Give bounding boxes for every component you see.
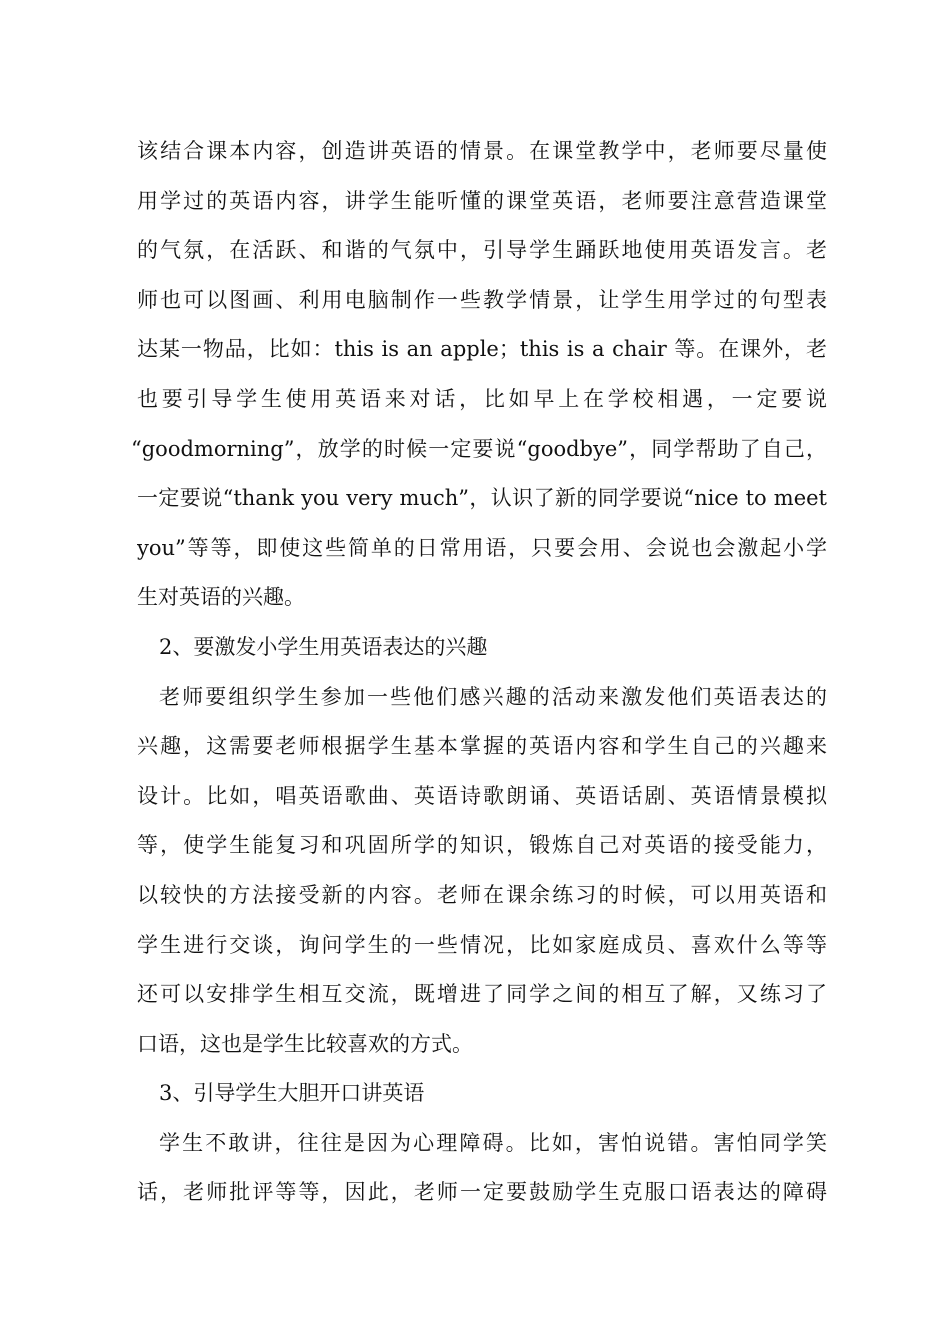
text-line: 达某一物品，比如：this is an apple；this is a chair 等。在课外，老 xyxy=(137,337,827,362)
text-line: 也要引导学生使用英语来对话，比如早上在学校相遇，一定要说 xyxy=(137,386,827,411)
text-line: you”等等，即使这些简单的日常用语，只要会用、会说也会激起小学 xyxy=(137,535,827,560)
text-line: 老师要组织学生参加一些他们感兴趣的活动来激发他们英语表达的 xyxy=(159,684,827,709)
text-line: 口语，这也是学生比较喜欢的方式。 xyxy=(137,1031,473,1056)
section-heading: 3、引导学生大胆开口讲英语 xyxy=(159,1081,425,1106)
text-line: 一定要说“thank you very much”，认识了新的同学要说“nice to meet xyxy=(137,486,827,511)
text-line: 学生不敢讲，往往是因为心理障碍。比如，害怕说错。害怕同学笑 xyxy=(159,1130,827,1155)
text-line: 设计。比如，唱英语歌曲、英语诗歌朗诵、英语话剧、英语情景模拟 xyxy=(137,783,827,808)
text-line: 该结合课本内容，创造讲英语的情景。在课堂教学中，老师要尽量使 xyxy=(137,139,827,163)
text-line: 兴趣，这需要老师根据学生基本掌握的英语内容和学生自己的兴趣来 xyxy=(137,734,827,759)
text-line: 学生进行交谈，询问学生的一些情况，比如家庭成员、喜欢什么等等 xyxy=(137,932,827,957)
section-heading: 2、要激发小学生用英语表达的兴趣 xyxy=(159,634,488,659)
text-line: 话，老师批评等等，因此，老师一定要鼓励学生克服口语表达的障碍 xyxy=(137,1180,827,1205)
text-line: 生对英语的兴趣。 xyxy=(137,585,305,610)
text-line: 用学过的英语内容，讲学生能听懂的课堂英语，老师要注意营造课堂 xyxy=(137,188,827,213)
text-line: 以较快的方法接受新的内容。老师在课余练习的时候，可以用英语和 xyxy=(137,882,827,907)
text-line: 还可以安排学生相互交流，既增进了同学之间的相互了解，又练习了 xyxy=(137,982,827,1007)
document-body xyxy=(131,127,827,1218)
text-line: 师也可以图画、利用电脑制作一些教学情景，让学生用学过的句型表 xyxy=(137,287,827,312)
text-line: 的气氛，在活跃、和谐的气氛中，引导学生踊跃地使用英语发言。老 xyxy=(137,238,827,263)
text-line: “goodmorning”，放学的时候一定要说“goodbye”，同学帮助了自己， xyxy=(131,436,827,461)
text-line: 等，使学生能复习和巩固所学的知识，锻炼自己对英语的接受能力， xyxy=(137,833,827,858)
